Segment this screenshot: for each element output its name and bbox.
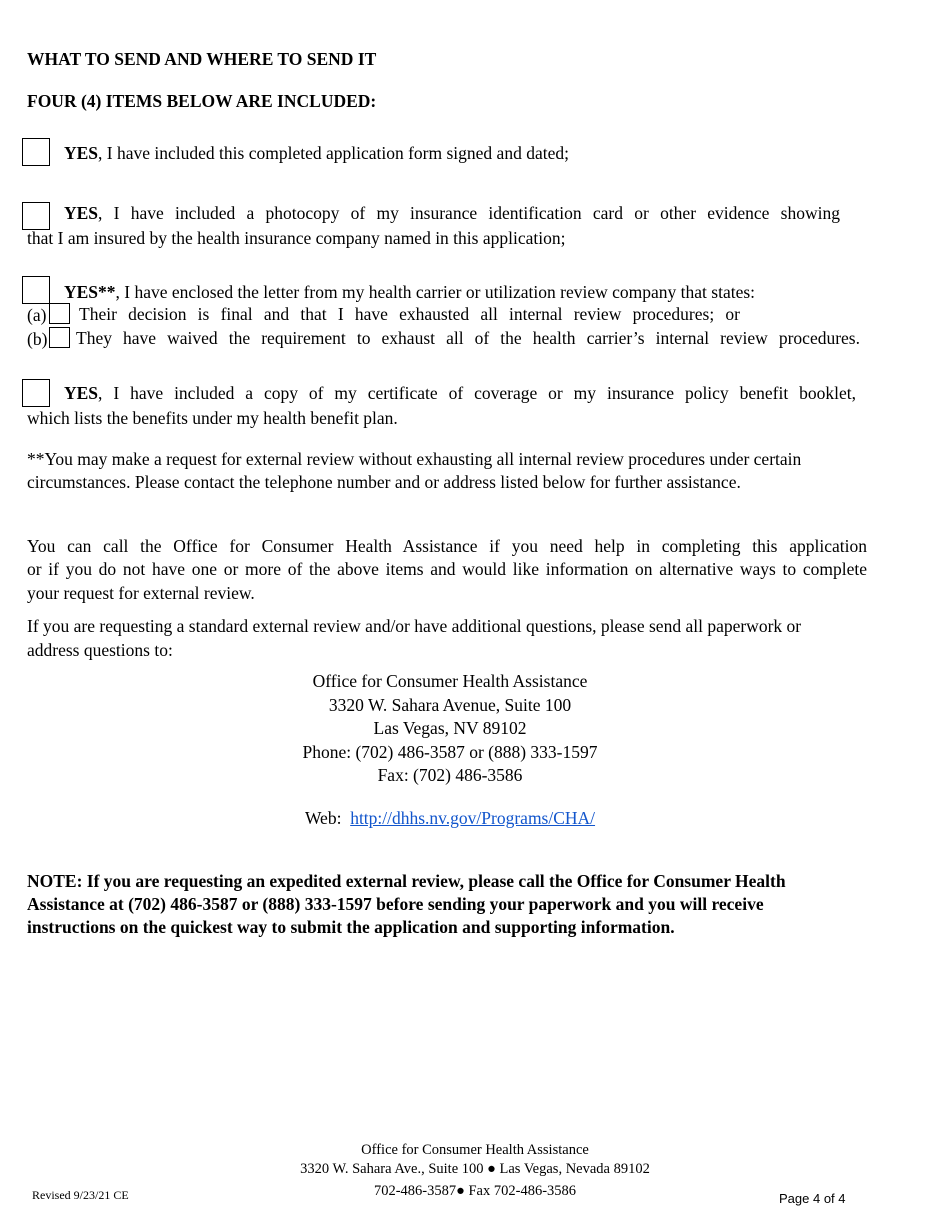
standard-line2: address questions to: [27, 640, 173, 660]
item2-line1 [64, 202, 840, 226]
address-org: Office for Consumer Health Assistance [312, 671, 588, 691]
item2-line2: that I am insured by the health insurance company named in this application; [27, 228, 566, 248]
item3-b-checkbox[interactable] [49, 327, 70, 348]
item3-b-label: (b) [27, 329, 48, 349]
item2-desc: , I have included a photocopy of my insurance identification card or other evidence showing [98, 203, 840, 223]
address-fax: Fax: (702) 486-3586 [377, 765, 523, 785]
item4-line1 [64, 382, 856, 406]
item4-desc: , I have included a copy of my certificate of coverage or my insurance policy benefit booklet, [98, 383, 856, 403]
item3-text [64, 280, 755, 304]
item3-b-text: They have waived the requirement to exhaust all of the health carrier’s internal review procedures. [76, 328, 860, 348]
address-phone: Phone: (702) 486-3587 or (888) 333-1597 [302, 742, 598, 762]
item1-desc: , I have included this completed application form signed and dated; [98, 143, 569, 163]
item4-checkbox[interactable] [22, 379, 50, 407]
item3-a-checkbox[interactable] [49, 303, 70, 324]
web-link[interactable]: http://dhhs.nv.gov/Programs/CHA/ [350, 808, 596, 828]
item3-desc: , I have enclosed the letter from my health carrier or utilization review company that states: [115, 282, 756, 302]
address-city: Las Vegas, NV 89102 [373, 718, 527, 738]
note-line1: NOTE: If you are requesting an expedited external review, please call the Office for Consumer Health [27, 871, 786, 891]
footnote-line2: circumstances. Please contact the telephone number and or address listed below for further assistance. [27, 472, 741, 492]
address-street: 3320 W. Sahara Avenue, Suite 100 [328, 695, 572, 715]
note-line2: Assistance at (702) 486-3587 or (888) 333-1597 before sending your paperwork and you will receive [27, 894, 764, 914]
item1-text [64, 141, 569, 165]
item3-a-text: Their decision is final and that I have exhausted all internal review procedures; or [79, 304, 740, 324]
page-number: Page 4 of 4 [779, 1191, 846, 1206]
help-line1: You can call the Office for Consumer Health Assistance if you need help in completing this application [27, 536, 867, 556]
item2-yes: YES [64, 203, 99, 223]
item3-yes: YES** [64, 282, 116, 302]
footer-address: 3320 W. Sahara Ave., Suite 100 ● Las Vegas, Nevada 89102 [300, 1161, 650, 1177]
help-line2: or if you do not have one or more of the above items and would like information on alternative ways to complete [27, 559, 867, 579]
footer-contact: 702-486-3587● Fax 702-486-3586 [373, 1183, 577, 1199]
item4-line2: which lists the benefits under my health benefit plan. [27, 408, 398, 428]
note-line3: instructions on the quickest way to submit the application and supporting information. [27, 917, 675, 937]
item1-yes: YES [64, 143, 99, 163]
footnote-line1: **You may make a request for external review without exhausting all internal review procedures under certain [27, 449, 802, 469]
help-line3: your request for external review. [27, 583, 255, 603]
item1-checkbox[interactable] [22, 138, 50, 166]
section-heading: WHAT TO SEND AND WHERE TO SEND IT [27, 49, 377, 69]
items-included-heading: FOUR (4) ITEMS BELOW ARE INCLUDED: [27, 91, 377, 111]
standard-line1: If you are requesting a standard external review and/or have additional questions, please send all paperwork or [27, 616, 802, 636]
footer-org: Office for Consumer Health Assistance [361, 1142, 589, 1158]
item3-a-label: (a) [27, 305, 47, 325]
item3-checkbox[interactable] [22, 276, 50, 304]
web-label: Web: [304, 808, 342, 828]
address-web [0, 807, 900, 831]
item4-yes: YES [64, 383, 99, 403]
revised-date: Revised 9/23/21 CE [32, 1188, 129, 1202]
